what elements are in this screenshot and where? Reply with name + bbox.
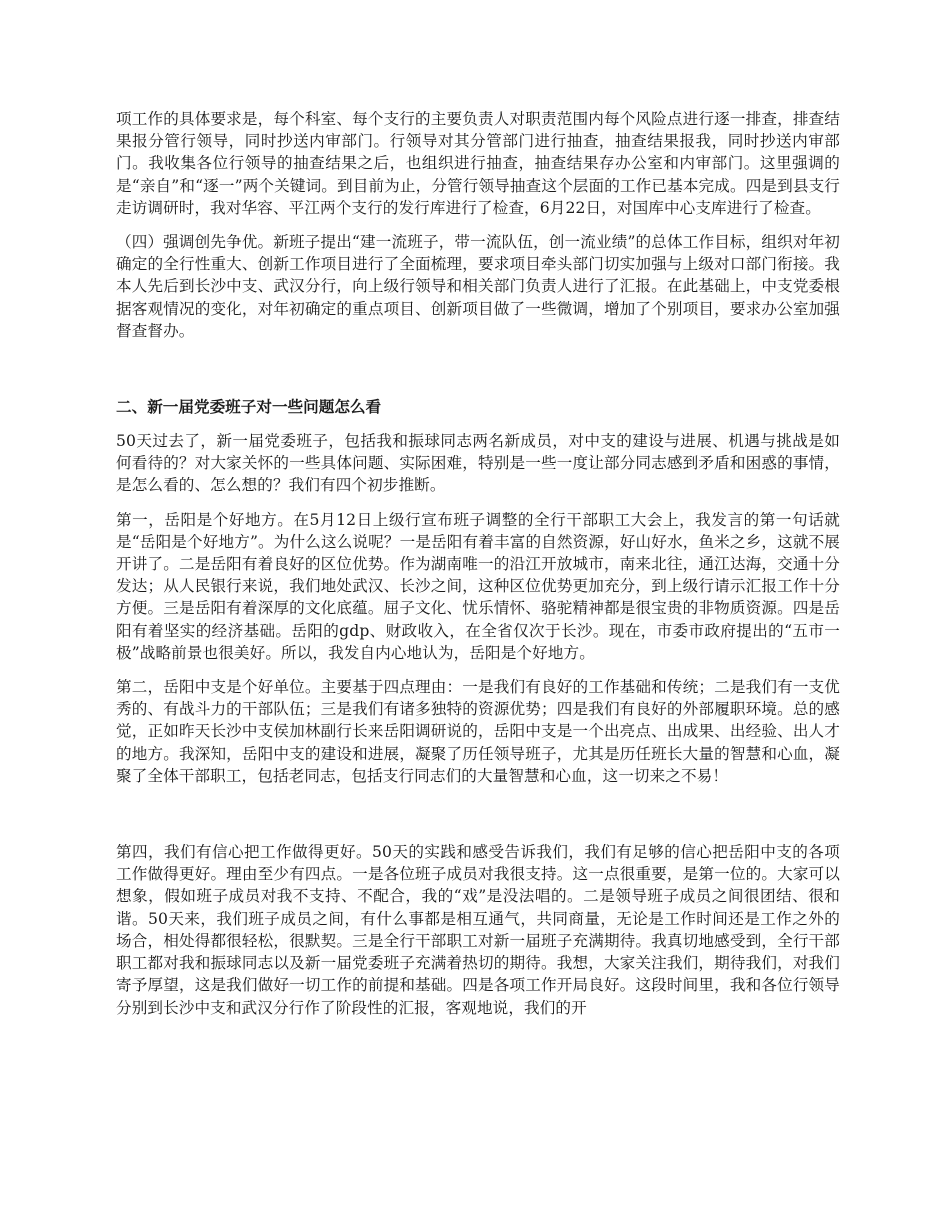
paragraph-fifty-days: 50天过去了，新一届党委班子，包括我和振球同志两名新成员，对中支的建设与进展、机遇与挑战是如何看待的？对大家关怀的一些具体问题、实际困难，特别是一些一度让部分同志感到矛盾和困惑的事情，是怎么看的、怎么想的？我们有四个初步推断。 (116, 432, 840, 495)
paragraph-confidence: 第四，我们有信心把工作做得更好。50天的实践和感受告诉我们，我们有足够的信心把岳阳中支的各项工作做得更好。理由至少有四点。一是各位班子成员对我很支持。这一点很重要，是第一位的。大家可以想象，假如班子成员对我不支持、不配合，我的“戏”是没法唱的。二是领导班子成员之间很团结、很和谐。50天来，我们班子成员之间，有什么事都是相互通气，共同商量，无论是工作时间还是工作之外的场合，相处得都很轻松，很默契。三是全行干部职工对新一届班子充满期待。我真切地感受到，全行干部职工都对我和振球同志以及新一届党委班子充满着热切的期待。我想，大家关注我们，期待我们，对我们寄予厚望，这是我们做好一切工作的前提和基础。四是各项工作开局良好。这段时间里，我和各位行领导分别到长沙中支和武汉分行作了阶段性的汇报，客观地说，我们的开 (116, 843, 840, 1017)
paragraph-good-place: 第一，岳阳是个好地方。在5月12日上级行宣布班子调整的全行干部职工大会上，我发言的第一句话就是“岳阳是个好地方”。为什么这么说呢？一是岳阳有着丰富的自然资源，好山好水，鱼米之乡，这就不展开讲了。二是岳阳有着良好的区位优势。作为湖南唯一的沿江开放城市，南来北往，通江达海，交通十分发达；从人民银行来说，我们地处武汉、长沙之间，这种区位优势更加充分，到上级行请示汇报工作十分方便。三是岳阳有着深厚的文化底蕴。屈子文化、忧乐情怀、骆驼精神都是很宝贵的非物质资源。四是岳阳有着坚实的经济基础。岳阳的gdp、财政收入，在全省仅次于长沙。现在，市委市政府提出的“五市一极”战略前景也很美好。所以，我发自内心地认为，岳阳是个好地方。 (116, 510, 840, 662)
paragraph-good-unit: 第二，岳阳中支是个好单位。主要基于四点理由：一是我们有良好的工作基础和传统；二是我们有一支优秀的、有战斗力的干部队伍；三是我们有诸多独特的资源优势；四是我们有良好的外部履职环境。总的感觉，正如昨天长沙中支侯加林副行长来岳阳调研说的，岳阳中支是一个出亮点、出成果、出经验、出人才的地方。我深知，岳阳中支的建设和进展，凝聚了历任领导班子，尤其是历任班长大量的智慧和心血，凝聚了全体干部职工，包括老同志，包括支行同志们的大量智慧和心血，这一切来之不易！ (116, 678, 840, 785)
document-body (116, 108, 840, 1019)
paragraph-excellence: （四）强调创先争优。新班子提出“建一流班子，带一流队伍，创一流业绩”的总体工作目标，组织对年初确定的全行性重大、创新工作项目进行了全面梳理，要求项目牵头部门切实加强与上级对口部门衔接。我本人先后到长沙中支、武汉分行，向上级行领导和相关部门负责人进行了汇报。在此基础上，中支党委根据客观情况的变化，对年初确定的重点项目、创新项目做了一些微调，增加了个别项目，要求办公室加强督查督办。 (116, 233, 840, 340)
paragraph-risk-check: 项工作的具体要求是，每个科室、每个支行的主要负责人对职责范围内每个风险点进行逐一排查，排查结果报分管行领导，同时抄送内审部门。行领导对其分管部门进行抽查，抽查结果报我，同时抄送内审部门。我收集各位行领导的抽查结果之后，也组织进行抽查，抽查结果存办公室和内审部门。这里强调的是“亲自”和“逐一”两个关键词。到目前为止，分管行领导抽查这个层面的工作已基本完成。四是到县支行走访调研时，我对华容、平江两个支行的发行库进行了检查，6月22日，对国库中心支库进行了检查。 (116, 110, 840, 217)
section-heading: 二、新一届党委班子对一些问题怎么看 (116, 397, 382, 417)
